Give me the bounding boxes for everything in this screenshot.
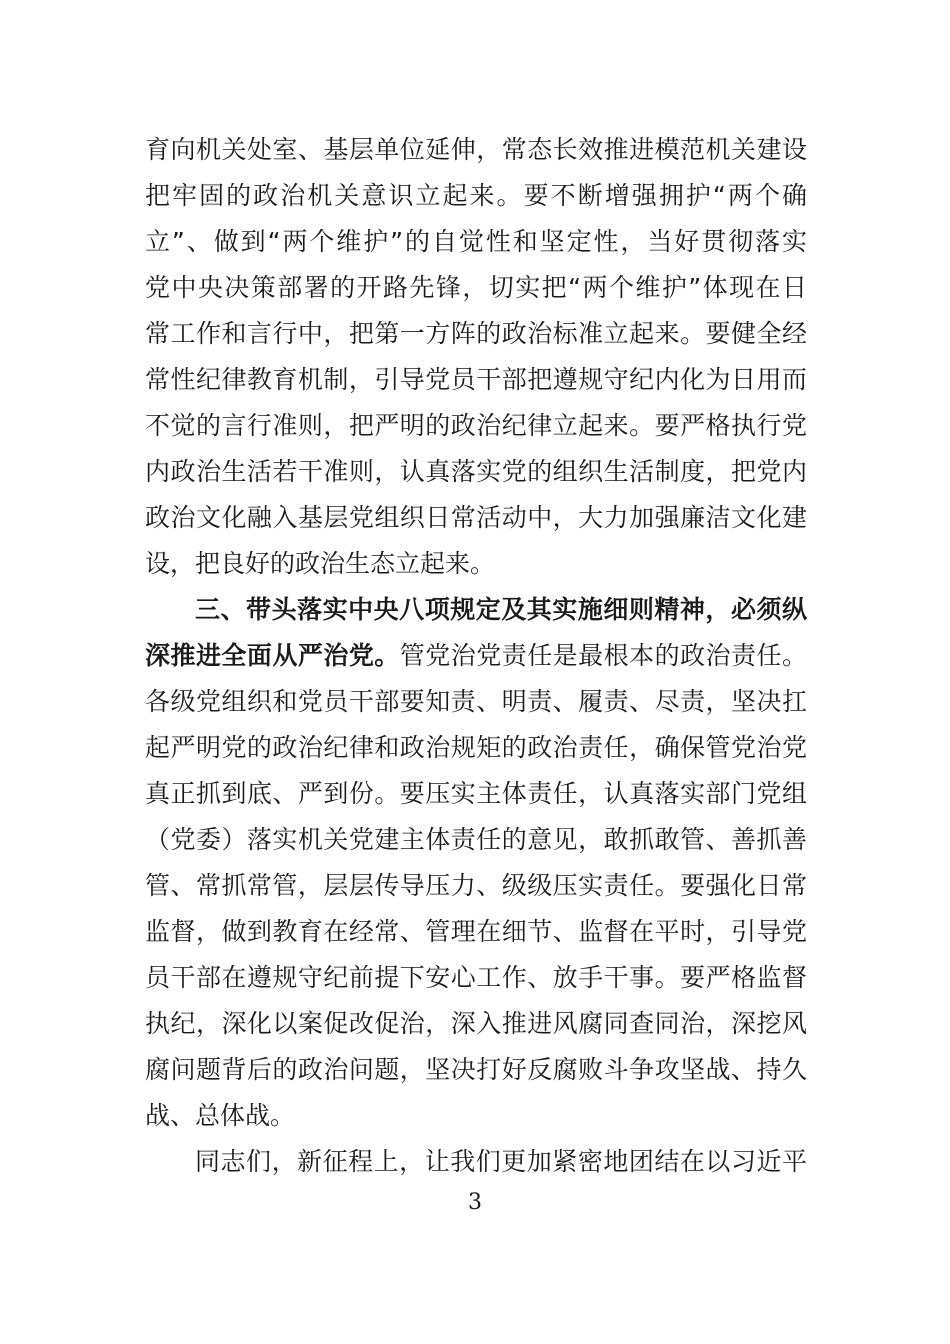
text-line: 真正抓到底、严到份。要压实主体责任，认真落实部门党组	[145, 779, 807, 808]
section-heading-tail: 深推进全面从严治党。	[145, 641, 400, 670]
text-line: 不觉的言行准则，把严明的政治纪律立起来。要严格执行党	[145, 411, 807, 440]
page-number: 3	[468, 1190, 482, 1215]
text-line: （党委）落实机关党建主体责任的意见，敢抓敢管、善抓善	[145, 825, 807, 854]
text-line: 立”、做到“两个维护”的自觉性和坚定性，当好贯彻落实	[145, 227, 807, 256]
text-line: 管、常抓常管，层层传导压力、级级压实责任。要强化日常	[145, 871, 807, 900]
section-text-start: 管党治党责任是最根本的政治责任。	[399, 641, 807, 670]
text-line: 把牢固的政治机关意识立起来。要不断增强拥护“两个确	[145, 181, 807, 210]
paragraph-1	[145, 127, 807, 587]
text-line: 员干部在遵规守纪前提下安心工作、放手干事。要严格监督	[145, 963, 807, 992]
document-body	[145, 127, 807, 1185]
text-line: 育向机关处室、基层单位延伸，常态长效推进模范机关建设	[145, 135, 807, 164]
text-line: 党中央决策部署的开路先锋，切实把“两个维护”体现在日	[145, 273, 807, 302]
text-line: 政治文化融入基层党组织日常活动中，大力加强廉洁文化建	[145, 503, 807, 532]
text-line: 设，把良好的政治生态立起来。	[145, 549, 496, 578]
text-line: 起严明党的政治纪律和政治规矩的政治责任，确保管党治党	[145, 733, 807, 762]
text-line: 监督，做到教育在经常、管理在细节、监督在平时，引导党	[145, 917, 807, 946]
paragraph-section-3	[145, 587, 807, 1139]
text-line: 腐问题背后的政治问题，坚决打好反腐败斗争攻坚战、持久	[145, 1055, 807, 1084]
paragraph-closing	[145, 1139, 807, 1185]
text-line: 各级党组织和党员干部要知责、明责、履责、尽责，坚决扛	[145, 687, 807, 716]
text-line: 常工作和言行中，把第一方阵的政治标准立起来。要健全经	[145, 319, 807, 348]
text-line: 内政治生活若干准则，认真落实党的组织生活制度，把党内	[145, 457, 807, 486]
text-line: 同志们，新征程上，让我们更加紧密地团结在以习近平	[195, 1147, 807, 1176]
text-line: 执纪，深化以案促改促治，深入推进风腐同查同治，深挖风	[145, 1009, 807, 1038]
text-line: 战、总体战。	[145, 1101, 296, 1130]
text-line: 常性纪律教育机制，引导党员干部把遵规守纪内化为日用而	[145, 365, 807, 394]
section-heading-line: 三、带头落实中央八项规定及其实施细则精神，必须纵	[195, 595, 807, 624]
text-line	[145, 633, 807, 679]
